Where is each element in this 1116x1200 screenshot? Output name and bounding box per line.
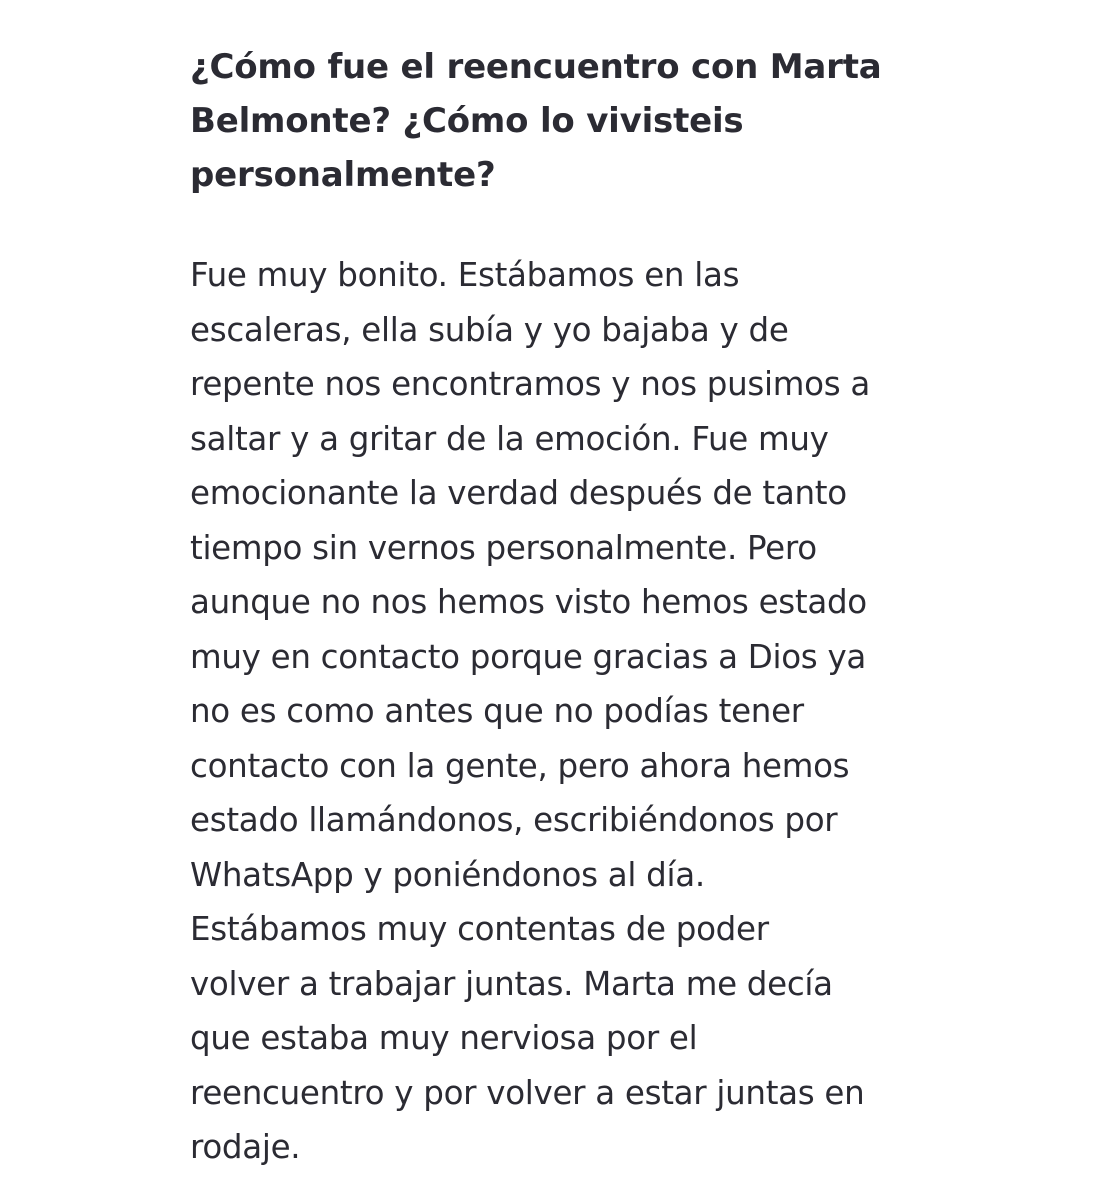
answer-line: estado llamándonos, escribiéndonos por — [190, 801, 838, 839]
answer-line: reencuentro y por volver a estar juntas en — [190, 1073, 865, 1112]
answer-line: contacto con la gente, pero ahora hemos — [190, 746, 850, 785]
answer-line: escaleras, ella subía y yo bajaba y de — [190, 310, 789, 349]
answer-line: no es como antes que no podías tener — [190, 692, 804, 730]
answer-line: aunque no nos hemos visto hemos estado — [190, 583, 867, 621]
answer-line: Fue muy bonito. Estábamos en las — [190, 256, 740, 294]
question-line: personalmente? — [190, 155, 496, 195]
interview-answer — [190, 248, 930, 1175]
answer-line: repente nos encontramos y nos pusimos a — [190, 365, 870, 403]
answer-line: Estábamos muy contentas de poder — [190, 910, 769, 948]
answer-line: que estaba muy nerviosa por el — [190, 1019, 698, 1057]
question-line: Belmonte? ¿Cómo lo vivisteis — [190, 101, 744, 141]
answer-line: tiempo sin vernos personalmente. Pero — [190, 528, 817, 567]
answer-line: emocionante la verdad después de tanto — [190, 474, 847, 512]
article-body — [190, 40, 930, 1175]
answer-line: rodaje. — [190, 1128, 301, 1166]
interview-question — [190, 40, 930, 202]
answer-line: muy en contacto porque gracias a Dios ya — [190, 637, 867, 676]
answer-line: WhatsApp y poniéndonos al día. — [190, 855, 705, 894]
question-line: ¿Cómo fue el reencuentro con Marta — [190, 47, 882, 87]
answer-line: volver a trabajar juntas. Marta me decía — [190, 964, 833, 1003]
answer-line: saltar y a gritar de la emoción. Fue muy — [190, 419, 829, 458]
